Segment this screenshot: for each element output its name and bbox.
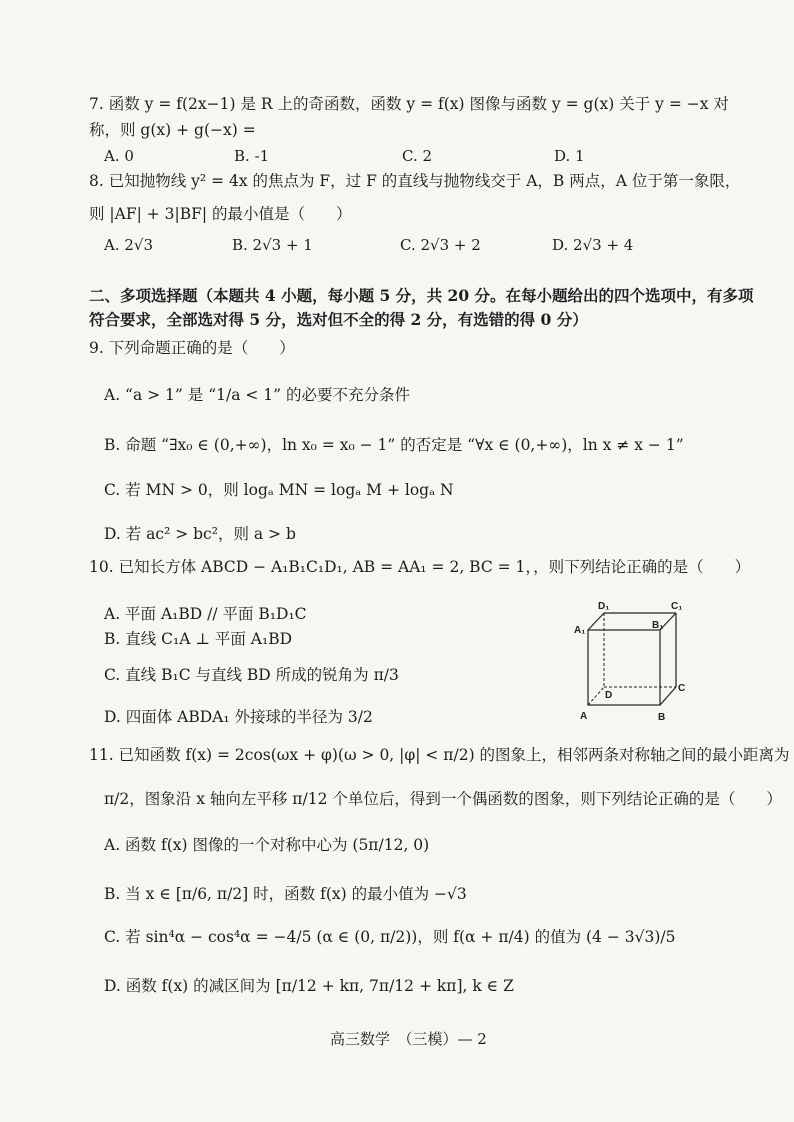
- q10-option-a: A. 平面 A₁BD // 平面 B₁D₁C: [104, 605, 307, 623]
- section2-heading-line2: 符合要求，全部选对得 5 分，选对但不全的得 2 分，有选错的得 0 分）: [89, 310, 588, 329]
- label-b1: B₁: [652, 620, 664, 631]
- q10-option-c: C. 直线 B₁C 与直线 BD 所成的锐角为 π/3: [104, 666, 399, 684]
- page-footer: 高三数学 （三模）— 2: [330, 1030, 487, 1048]
- q7-option-b: B. -1: [234, 147, 270, 165]
- q7-option-a: A. 0: [104, 147, 134, 165]
- q11-option-c: C. 若 sin⁴α − cos⁴α = −4/5 (α ∈ (0, π/2))，则 f(α + π/4) 的值为 (4 − 3√3)/5: [104, 928, 676, 946]
- q9-option-a: A. “a > 1” 是 “1/a < 1” 的必要不充分条件: [104, 386, 410, 404]
- q8-option-d: D. 2√3 + 4: [552, 236, 634, 254]
- q8-stem-line2: 则 |AF| + 3|BF| 的最小值是（ ）: [89, 205, 352, 223]
- q10-option-b: B. 直线 C₁A ⊥ 平面 A₁BD: [104, 630, 293, 648]
- q7-options: [104, 145, 744, 167]
- q8-stem-line1: 8. 已知抛物线 y² = 4x 的焦点为 F，过 F 的直线与抛物线交于 A，B 两点，A 位于第一象限，: [89, 172, 741, 190]
- label-a1: A₁: [574, 625, 586, 636]
- q11-option-d: D. 函数 f(x) 的减区间为 [π/12 + kπ, 7π/12 + kπ], k ∈ Z: [104, 977, 514, 995]
- q8-option-a: A. 2√3: [104, 236, 154, 254]
- edge-a1-d1: [588, 613, 604, 630]
- label-c1: C₁: [671, 601, 683, 612]
- label-b: B: [658, 712, 666, 723]
- q9-stem: 9. 下列命题正确的是（ ）: [89, 339, 295, 357]
- q10-option-d: D. 四面体 ABDA₁ 外接球的半径为 3/2: [104, 708, 373, 726]
- q10-stem: 10. 已知长方体 ABCD − A₁B₁C₁D₁, AB = AA₁ = 2, BC = 1，，则下列结论正确的是（ ）: [89, 558, 751, 576]
- label-a: A: [580, 711, 588, 722]
- q8-option-c: C. 2√3 + 2: [400, 236, 481, 254]
- q7-option-d: D. 1: [554, 147, 585, 165]
- edge-a-d: [588, 687, 604, 705]
- edge-b-c: [660, 687, 676, 705]
- cuboid-figure: [572, 598, 694, 728]
- label-d: D: [605, 690, 613, 701]
- label-d1: D₁: [598, 601, 610, 612]
- q8-option-b: B. 2√3 + 1: [232, 236, 313, 254]
- label-c: C: [678, 683, 686, 694]
- q9-option-c: C. 若 MN > 0，则 logₐ MN = logₐ M + logₐ N: [104, 481, 454, 499]
- q11-stem-line2: π/2，图象沿 x 轴向左平移 π/12 个单位后，得到一个偶函数的图象，则下列结论正确的是（ ）: [104, 790, 782, 808]
- q9-option-d: D. 若 ac² > bc²，则 a > b: [104, 525, 296, 543]
- q7-stem-line2: 称，则 g(x) + g(−x) =: [89, 121, 256, 139]
- q11-stem-line1: 11. 已知函数 f(x) = 2cos(ωx + φ)(ω > 0, |φ| < π/2) 的图象上，相邻两条对称轴之间的最小距离为: [89, 746, 790, 764]
- q8-options: [104, 234, 744, 256]
- q11-option-b: B. 当 x ∈ [π/6, π/2] 时，函数 f(x) 的最小值为 −√3: [104, 885, 467, 903]
- section2-heading-line1: 二、多项选择题（本题共 4 小题，每小题 5 分，共 20 分。在每小题给出的四个选项中，有多项: [89, 286, 754, 305]
- q7-option-c: C. 2: [402, 147, 433, 165]
- front-face: [588, 630, 660, 705]
- q11-option-a: A. 函数 f(x) 图像的一个对称中心为 (5π/12, 0): [104, 836, 430, 854]
- q9-option-b: B. 命题 “∃x₀ ∈ (0,+∞)，ln x₀ = x₀ − 1” 的否定是 “∀x ∈ (0,+∞)，ln x ≠ x − 1”: [104, 436, 684, 454]
- q7-stem-line1: 7. 函数 y = f(2x−1) 是 R 上的奇函数，函数 y = f(x) 图像与函数 y = g(x) 关于 y = −x 对: [89, 95, 729, 113]
